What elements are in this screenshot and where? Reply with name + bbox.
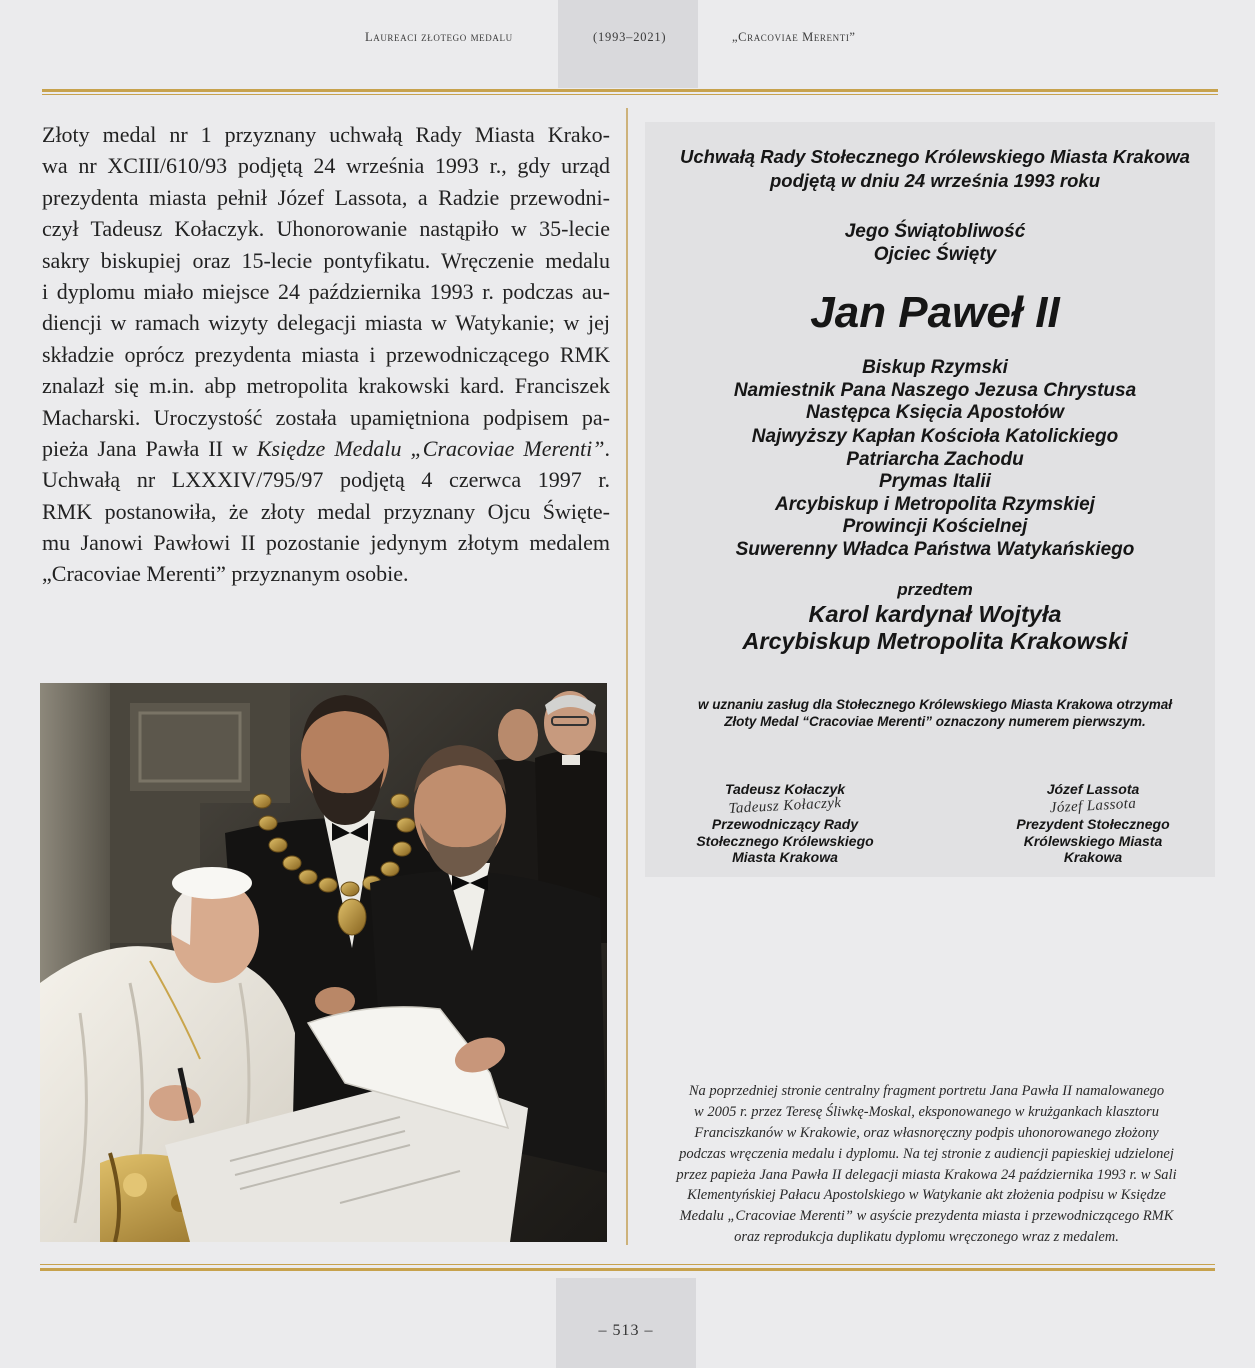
diploma-honorific: Ojciec Święty xyxy=(873,244,997,265)
body-line: „Cracoviae Merenti” przyznanym osobie. xyxy=(42,561,409,587)
diploma-title: Biskup Rzymski xyxy=(862,357,1008,378)
body-line: sakry biskupiej oraz 15-lecie pontyfikatu. Wręczenie medalu xyxy=(42,247,610,273)
body-paragraph xyxy=(42,119,610,590)
caption-line: oraz reprodukcja duplikatu dyplomu wręczonego wraz z medalem. xyxy=(734,1229,1119,1246)
body-line: diencji w ramach wizyty delegacji miasta w Watykanie; w jej xyxy=(42,310,610,336)
body-line: prezydenta miasta pełnił Józef Lassota, a Radzie przewodni- xyxy=(42,184,610,210)
signatory-role: Krakowa xyxy=(1063,849,1123,865)
signatory-role: Prezydent Stołecznego xyxy=(1016,816,1170,832)
body-line-suffix: . xyxy=(604,435,610,461)
diploma-formerly-label: przedtem xyxy=(897,580,973,599)
body-line: czył Tadeusz Kołaczyk. Uhonorowanie nastąpiło w 35-lecie xyxy=(42,216,610,242)
photo-illustration xyxy=(40,683,607,1242)
handwritten-signature: Tadeusz Kołaczyk xyxy=(728,795,842,817)
caption-line: Klementyńskiej Pałacu Apostolskiego w Watykanie akt złożenia podpisu w Księdze xyxy=(687,1187,1166,1204)
diploma-title: Najwyższy Kapłan Kościoła Katolickiego xyxy=(751,426,1119,447)
signatory-role: Miasta Krakowa xyxy=(732,849,838,865)
diploma-honorific: Jego Świątobliwość xyxy=(844,221,1026,242)
running-header-center: (1993–2021) xyxy=(593,30,667,44)
running-header-right: „Cracoviae Merenti” xyxy=(732,30,856,44)
caption-line: podczas wręczenia medalu i dyplomu. Na tej stronie z audiencji papieskiej udzielonej xyxy=(679,1145,1174,1162)
caption-line: Medalu „Cracoviae Merenti” w asyście prezydenta miasta i przewodniczącego RMK xyxy=(679,1208,1174,1225)
page-number: – 513 – xyxy=(598,1322,654,1339)
signatory-role: Królewskiego Miasta xyxy=(1023,833,1163,849)
column-divider xyxy=(626,108,628,1245)
diploma-title: Arcybiskup i Metropolita Rzymskiej xyxy=(775,494,1095,515)
signature-block-chairman xyxy=(685,122,885,877)
diploma-award-text: Złoty Medal “Cracoviae Merenti” oznaczony numerem pierwszym. xyxy=(724,714,1146,729)
body-line: znalazł się m.in. abp metropolita krakowski kard. Franciszek xyxy=(42,373,610,399)
diploma-reproduction xyxy=(645,122,1215,877)
signature-block-president xyxy=(993,122,1193,877)
body-line: i dyplomu miało miejsce 24 października 1993 r. podczas au- xyxy=(42,278,610,304)
signatory-name: Tadeusz Kołaczyk xyxy=(724,781,846,797)
handwritten-signature: Józef Lassota xyxy=(1049,795,1137,817)
body-line: składzie oprócz prezydenta miasta i przewodniczącego RMK xyxy=(42,341,610,367)
caption-line: Na poprzedniej stronie centralny fragment portretu Jana Pawła II namalowanego xyxy=(688,1083,1165,1099)
diploma-title: Prymas Italii xyxy=(879,471,991,492)
top-gold-rule xyxy=(42,89,1218,95)
body-line: Złoty medal nr 1 przyznany uchwałą Rady Miasta Krako- xyxy=(42,122,610,147)
body-line-prefix: pieża Jana Pawła II w xyxy=(42,435,257,461)
diploma-title: Następca Księcia Apostołów xyxy=(806,402,1064,423)
diploma-former-name: Karol kardynał Wojtyła xyxy=(808,601,1062,627)
body-line: RMK postanowiła, że złoty medal przyznany Ojcu Święte- xyxy=(42,498,610,524)
caption-line: Franciszkanów w Krakowie, oraz własnoręczny podpis uhonorowanego złożony xyxy=(694,1124,1159,1141)
photo-caption xyxy=(645,1081,1208,1248)
diploma-award-text: w uznaniu zasług dla Stołecznego Królewskiego Miasta Krakowa otrzymał xyxy=(697,697,1173,712)
diploma-former-title: Arcybiskup Metropolita Krakowski xyxy=(742,628,1128,654)
diploma-resolution-line: podjętą w dniu 24 września 1993 roku xyxy=(769,170,1101,191)
running-header-left: Laureaci złotego medalu xyxy=(365,30,513,44)
photo xyxy=(40,683,607,1242)
book-title-italic: Księdze Medalu „Cracoviae Merenti” xyxy=(256,435,605,461)
body-line: wa nr XCIII/610/93 podjętą 24 września 1993 r., gdy urząd xyxy=(42,153,610,179)
body-line: mu Janowi Pawłowi II pozostanie jedynym złotym medalem xyxy=(42,530,610,556)
body-line: Uchwałą nr LXXXIV/795/97 podjętą 4 czerwca 1997 r. xyxy=(42,467,610,493)
signatory-role: Przewodniczący Rady xyxy=(711,816,859,832)
body-line-with-title xyxy=(42,433,610,464)
diploma-laureate-name: Jan Paweł II xyxy=(810,288,1060,337)
diploma-title: Suwerenny Władca Państwa Watykańskiego xyxy=(735,539,1135,560)
caption-line: przez papieża Jana Pawła II delegacji miasta Krakowa 24 października 1993 r. w Sali xyxy=(676,1166,1177,1183)
bottom-gold-rule xyxy=(40,1264,1215,1271)
diploma-title: Patriarcha Zachodu xyxy=(846,449,1024,470)
body-line: Macharski. Uroczystość została upamiętniona podpisem pa- xyxy=(42,404,610,430)
diploma-title: Prowincji Kościelnej xyxy=(842,516,1028,537)
diploma-title: Namiestnik Pana Naszego Jezusa Chrystusa xyxy=(733,380,1137,401)
diploma-resolution-line: Uchwałą Rady Stołecznego Królewskiego Miasta Krakowa xyxy=(680,146,1190,167)
signatory-name: Józef Lassota xyxy=(1046,781,1140,797)
caption-line: w 2005 r. przez Teresę Śliwkę-Moskal, eksponowanego w krużgankach klasztoru xyxy=(694,1103,1159,1120)
signatory-role: Stołecznego Królewskiego xyxy=(696,833,874,849)
